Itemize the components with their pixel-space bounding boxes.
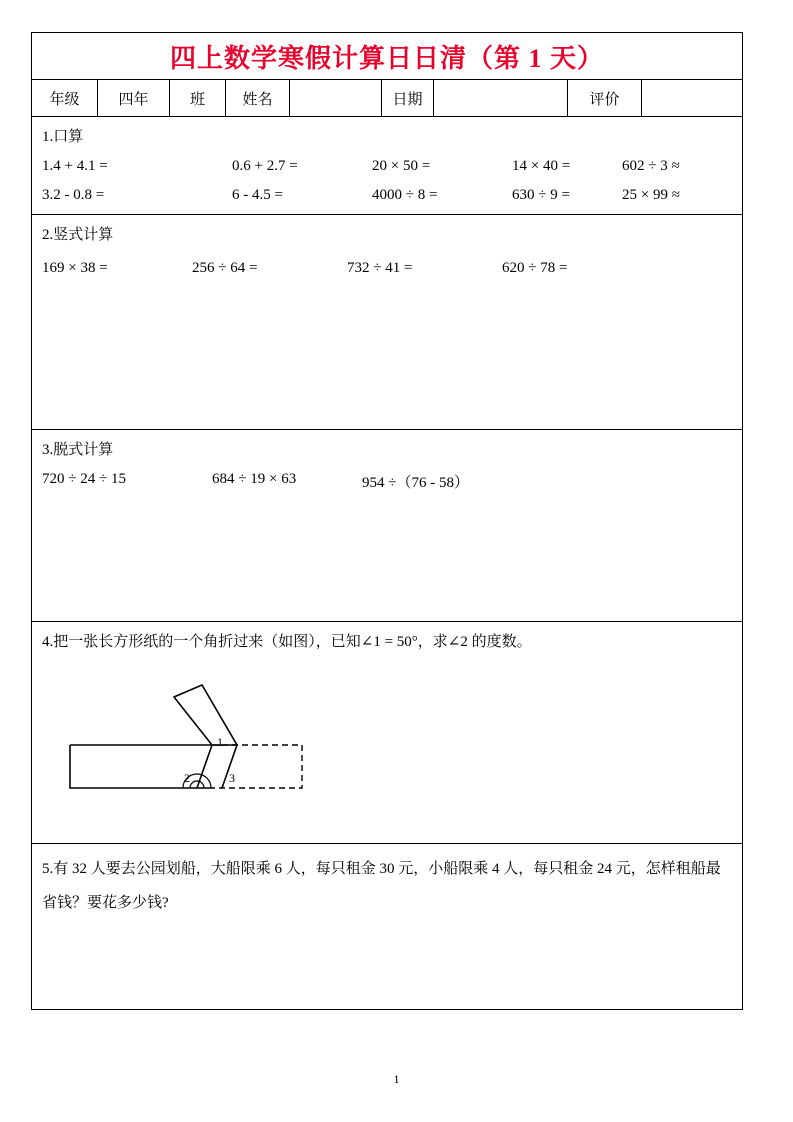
answer-workspace[interactable] bbox=[42, 283, 732, 403]
section-4-heading: 4.把一张长方形纸的一个角折过来（如图），已知∠1 = 50°，求∠2 的度数。 bbox=[42, 634, 532, 650]
problem-item: 0.6 + 2.7 = bbox=[232, 158, 298, 174]
evaluation-value[interactable] bbox=[642, 80, 742, 116]
section-5-heading: 5.有 32 人要去公园划船，大船限乘 6 人，每只租金 30 元，小船限乘 4 人，每只租金 24 元，怎样租船最省钱？要花多少钱? bbox=[42, 861, 721, 911]
grade-label: 年级 bbox=[32, 80, 98, 116]
angle-label-3: 3 bbox=[229, 771, 235, 785]
problem-item: 602 ÷ 3 ≈ bbox=[622, 158, 680, 174]
worksheet-table bbox=[31, 32, 743, 1010]
problem-row bbox=[42, 471, 732, 492]
problem-item: 6 - 4.5 = bbox=[232, 187, 283, 203]
problem-item: 169 × 38 = bbox=[42, 260, 108, 276]
class-label: 班 bbox=[170, 80, 226, 116]
name-label: 姓名 bbox=[226, 80, 290, 116]
problem-item: 3.2 - 0.8 = bbox=[42, 187, 105, 203]
problem-row bbox=[42, 187, 732, 204]
angle-label-2: 2 bbox=[184, 771, 190, 785]
angle-label-1: 1 bbox=[217, 735, 223, 749]
name-value[interactable] bbox=[290, 80, 382, 116]
problem-item: 20 × 50 = bbox=[372, 158, 431, 174]
section-1-heading: 1.口算 bbox=[42, 129, 84, 145]
section-oral-calculation bbox=[32, 117, 742, 215]
folded-paper-figure bbox=[62, 683, 392, 813]
problem-item: 684 ÷ 19 × 63 bbox=[212, 471, 297, 487]
problem-item: 720 ÷ 24 ÷ 15 bbox=[42, 471, 126, 487]
page-number: 1 bbox=[393, 1072, 400, 1086]
problem-row bbox=[42, 260, 732, 277]
problem-item: 25 × 99 ≈ bbox=[622, 187, 680, 203]
student-info-row bbox=[32, 80, 742, 117]
section-folded-angle-problem bbox=[32, 622, 742, 844]
problem-item: 620 ÷ 78 = bbox=[502, 260, 568, 276]
problem-item: 14 × 40 = bbox=[512, 158, 571, 174]
date-value[interactable] bbox=[434, 80, 568, 116]
section-3-heading: 3.脱式计算 bbox=[42, 442, 114, 458]
problem-item: 954 ÷（76 - 58） bbox=[362, 475, 469, 491]
answer-workspace[interactable] bbox=[42, 498, 732, 608]
section-vertical-calculation bbox=[32, 215, 742, 430]
section-stepwise-calculation bbox=[32, 430, 742, 622]
answer-workspace[interactable] bbox=[42, 920, 732, 990]
problem-item: 732 ÷ 41 = bbox=[347, 260, 413, 276]
problem-item: 256 ÷ 64 = bbox=[192, 260, 258, 276]
date-label: 日期 bbox=[382, 80, 434, 116]
problem-row bbox=[42, 158, 732, 175]
problem-item: 1.4 + 4.1 = bbox=[42, 158, 108, 174]
title-row bbox=[32, 33, 742, 80]
section-word-problem bbox=[32, 844, 742, 1009]
grade-value[interactable]: 四年 bbox=[98, 80, 170, 116]
page-title: 四上数学寒假计算日日清（第 1 天） bbox=[169, 43, 604, 73]
section-2-heading: 2.竖式计算 bbox=[42, 227, 114, 243]
evaluation-label: 评价 bbox=[568, 80, 642, 116]
problem-item: 4000 ÷ 8 = bbox=[372, 187, 438, 203]
problem-item: 630 ÷ 9 = bbox=[512, 187, 570, 203]
folded-paper-diagram bbox=[62, 683, 392, 813]
